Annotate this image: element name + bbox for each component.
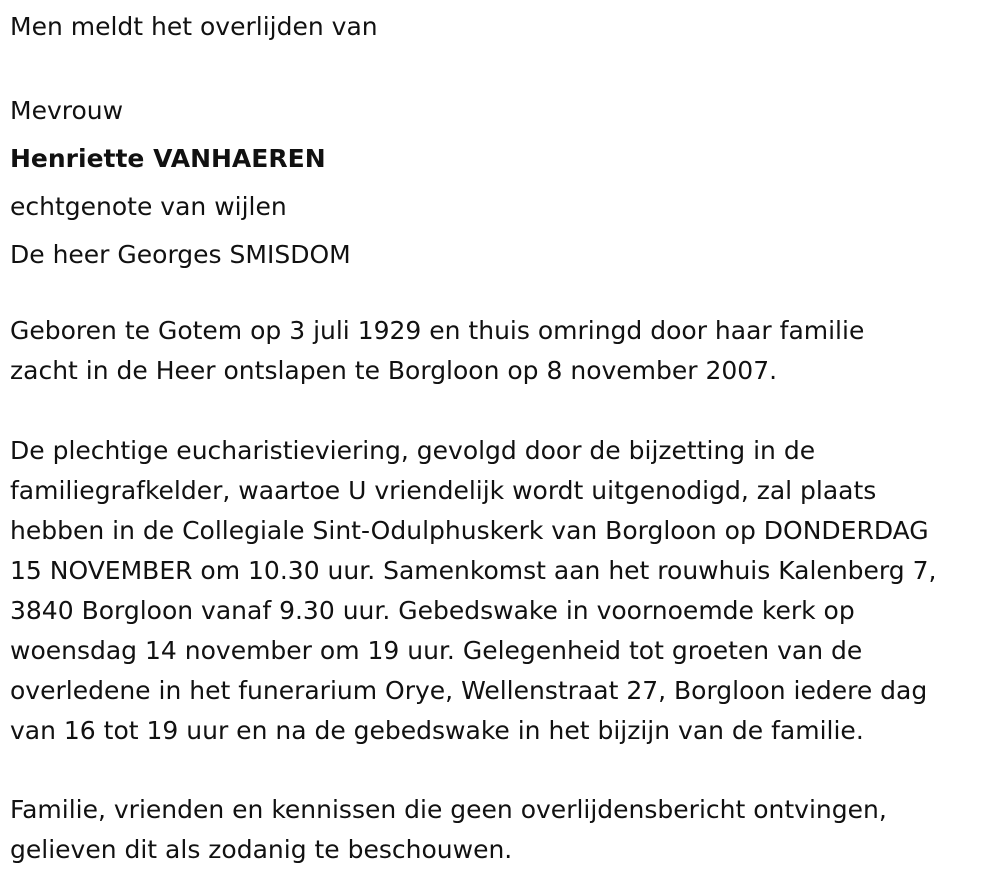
- paragraph-line: familiegrafkelder, waartoe U vriendelijk wordt uitgenodigd, zal plaats: [10, 476, 877, 505]
- paragraph-line: hebben in de Collegiale Sint-Odulphuskerk van Borgloon op DONDERDAG: [10, 516, 929, 545]
- paragraph-line: woensdag 14 november om 19 uur. Gelegenheid tot groeten van de: [10, 636, 863, 665]
- paragraph-line: gelieven dit als zodanig te beschouwen.: [10, 835, 513, 864]
- paragraph-line: 3840 Borgloon vanaf 9.30 uur. Gebedswake in voornoemde kerk op: [10, 596, 855, 625]
- paragraph-line: 15 NOVEMBER om 10.30 uur. Samenkomst aan het rouwhuis Kalenberg 7,: [10, 556, 937, 585]
- paragraph-line: Geboren te Gotem op 3 juli 1929 en thuis omringd door haar familie: [10, 316, 865, 345]
- salutation: Mevrouw: [10, 96, 124, 125]
- paragraph-line: zacht in de Heer ontslapen te Borgloon op 8 november 2007.: [10, 356, 778, 385]
- paragraph-line: overledene in het funerarium Orye, Wellenstraat 27, Borgloon iedere dag: [10, 676, 928, 705]
- intro-line: Men meldt het overlijden van: [10, 12, 378, 41]
- paragraph-line: Familie, vrienden en kennissen die geen overlijdensbericht ontvingen,: [10, 795, 887, 824]
- family-paragraph: [10, 790, 887, 870]
- paragraph-line: van 16 tot 19 uur en na de gebedswake in het bijzijn van de familie.: [10, 716, 864, 745]
- spouse-name: De heer Georges SMISDOM: [10, 240, 351, 269]
- birth-paragraph: [10, 311, 864, 391]
- deceased-name: Henriette VANHAEREN: [10, 144, 326, 173]
- service-paragraph: [10, 431, 936, 751]
- deceased-block: [10, 87, 351, 279]
- relation-line: echtgenote van wijlen: [10, 192, 287, 221]
- paragraph-line: De plechtige eucharistieviering, gevolgd door de bijzetting in de: [10, 436, 816, 465]
